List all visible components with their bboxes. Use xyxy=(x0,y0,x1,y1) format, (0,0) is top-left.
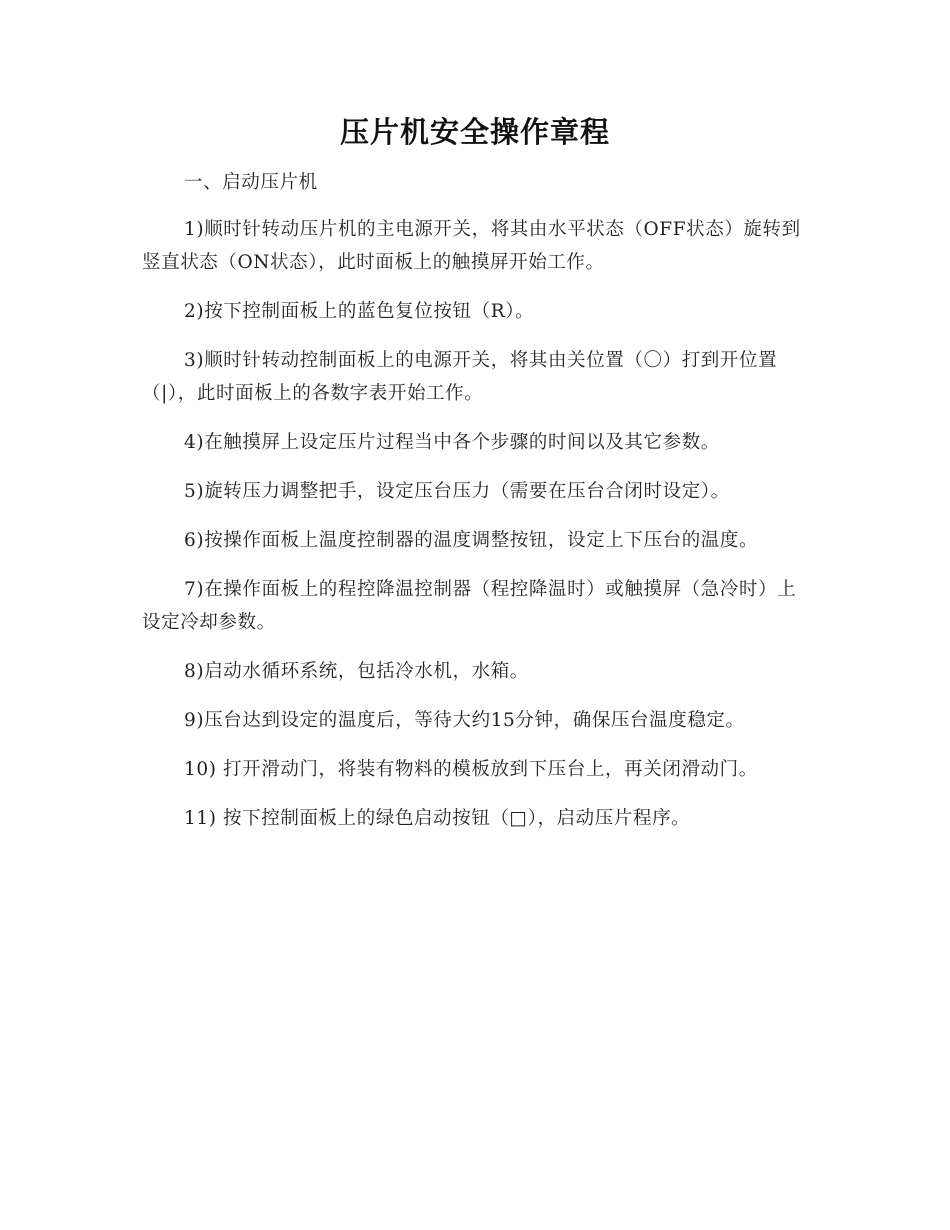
step-5: 5)旋转压力调整把手，设定压台压力（需要在压台合闭时设定）。 xyxy=(184,481,730,502)
step-3: 3)顺时针转动控制面板上的电源开关，将其由关位置（〇）打到开位置（|），此时面板上的各数字表开始工作。 xyxy=(142,350,778,404)
step-10: 10) 打开滑动门，将装有物料的模板放到下压台上，再关闭滑动门。 xyxy=(184,759,758,780)
document-title: 压片机安全操作章程 xyxy=(339,115,610,149)
step-8: 8)启动水循环系统，包括冷水机，水箱。 xyxy=(184,661,529,682)
step-2: 2)按下控制面板上的蓝色复位按钮（R）。 xyxy=(184,301,535,322)
section-heading: 一、启动压片机 xyxy=(184,172,318,193)
step-11: 11) 按下控制面板上的绿色启动按钮（□），启动压片程序。 xyxy=(184,808,691,829)
step-4: 4)在触摸屏上设定压片过程当中各个步骤的时间以及其它参数。 xyxy=(184,432,720,453)
step-6: 6)按操作面板上温度控制器的温度调整按钮，设定上下压台的温度。 xyxy=(184,530,759,551)
step-9: 9)压台达到设定的温度后，等待大约15分钟，确保压台温度稳定。 xyxy=(184,710,745,731)
step-1: 1)顺时针转动压片机的主电源开关，将其由水平状态（OFF状态）旋转到竖直状态（ON状态），此时面板上的触摸屏开始工作。 xyxy=(142,219,801,273)
document-body xyxy=(142,166,802,851)
step-7: 7)在操作面板上的程控降温控制器（程控降温时）或触摸屏（急冷时）上设定冷却参数。 xyxy=(142,579,797,633)
